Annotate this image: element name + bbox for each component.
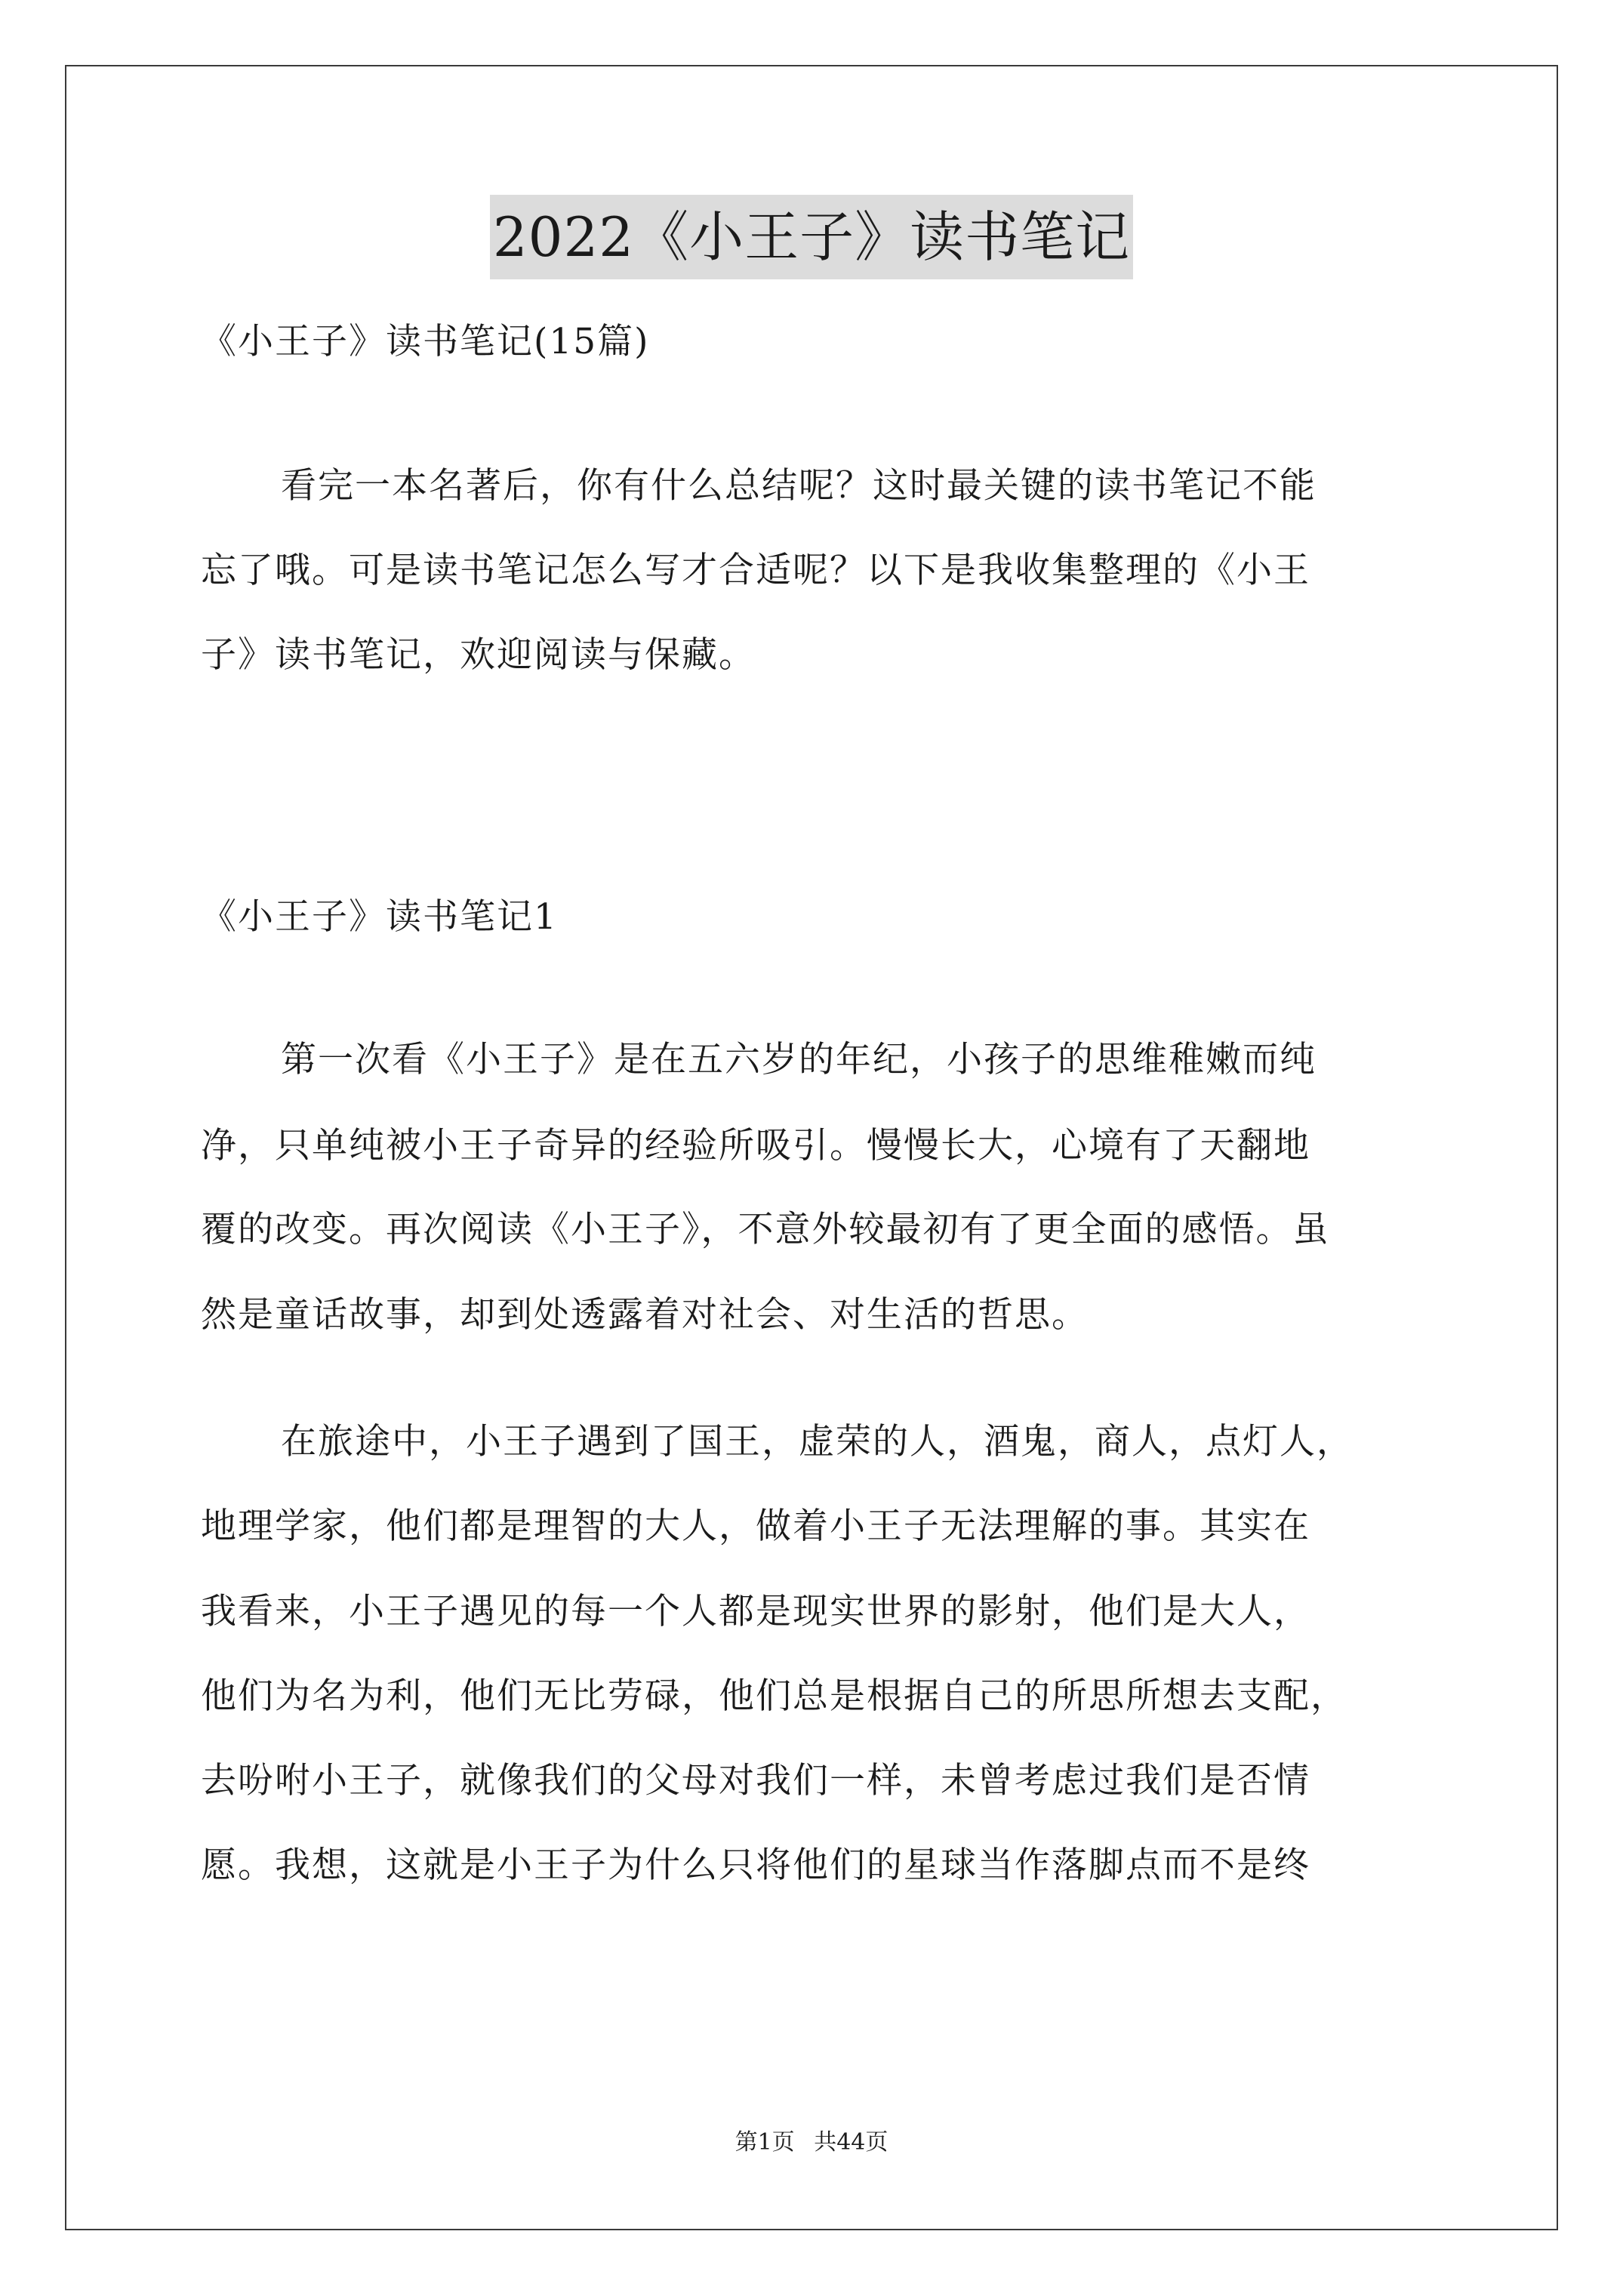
paragraph-line: 愿。我想，这就是小王子为什么只将他们的星球当作落脚点而不是终 (201, 1845, 1310, 1886)
section-heading: 《小王子》读书笔记(15篇) (201, 321, 650, 362)
paragraph-line: 看完一本名著后，你有什么总结呢？这时最关键的读书笔记不能 (281, 465, 1317, 507)
paragraph-line: 地理学家，他们都是理智的大人，做着小王子无法理解的事。其实在 (201, 1505, 1310, 1547)
document-title: 2022《小王子》读书笔记 (490, 195, 1133, 279)
section-heading: 《小王子》读书笔记1 (201, 896, 558, 938)
paragraph-line: 净，只单纯被小王子奇异的经验所吸引。慢慢长大，心境有了天翻地 (201, 1125, 1310, 1166)
paragraph-line: 然是童话故事，却到处透露着对社会、对生活的哲思。 (201, 1294, 1089, 1336)
paragraph-line: 忘了哦。可是读书笔记怎么写才合适呢？以下是我收集整理的《小王 (201, 550, 1310, 591)
paragraph-line: 覆的改变。再次阅读《小王子》，不意外较最初有了更全面的感悟。虽 (201, 1209, 1330, 1250)
paragraph-line: 我看来，小王子遇见的每一个人都是现实世界的影射，他们是大人， (201, 1591, 1310, 1632)
paragraph-line: 子》读书笔记，欢迎阅读与保藏。 (201, 634, 756, 676)
paragraph-line: 第一次看《小王子》是在五六岁的年纪，小孩子的思维稚嫩而纯 (281, 1039, 1317, 1080)
title-container (0, 195, 1623, 279)
page-footer (0, 2128, 1623, 2158)
page-number: 第1页 (735, 2129, 795, 2156)
page-total: 共44页 (814, 2129, 888, 2156)
paragraph-line: 在旅途中，小王子遇到了国王，虚荣的人，酒鬼，商人，点灯人， (281, 1421, 1354, 1462)
paragraph-line: 去吩咐小王子，就像我们的父母对我们一样，未曾考虑过我们是否情 (201, 1760, 1310, 1801)
paragraph-line: 他们为名为利，他们无比劳碌，他们总是根据自己的所思所想去支配， (201, 1675, 1347, 1717)
